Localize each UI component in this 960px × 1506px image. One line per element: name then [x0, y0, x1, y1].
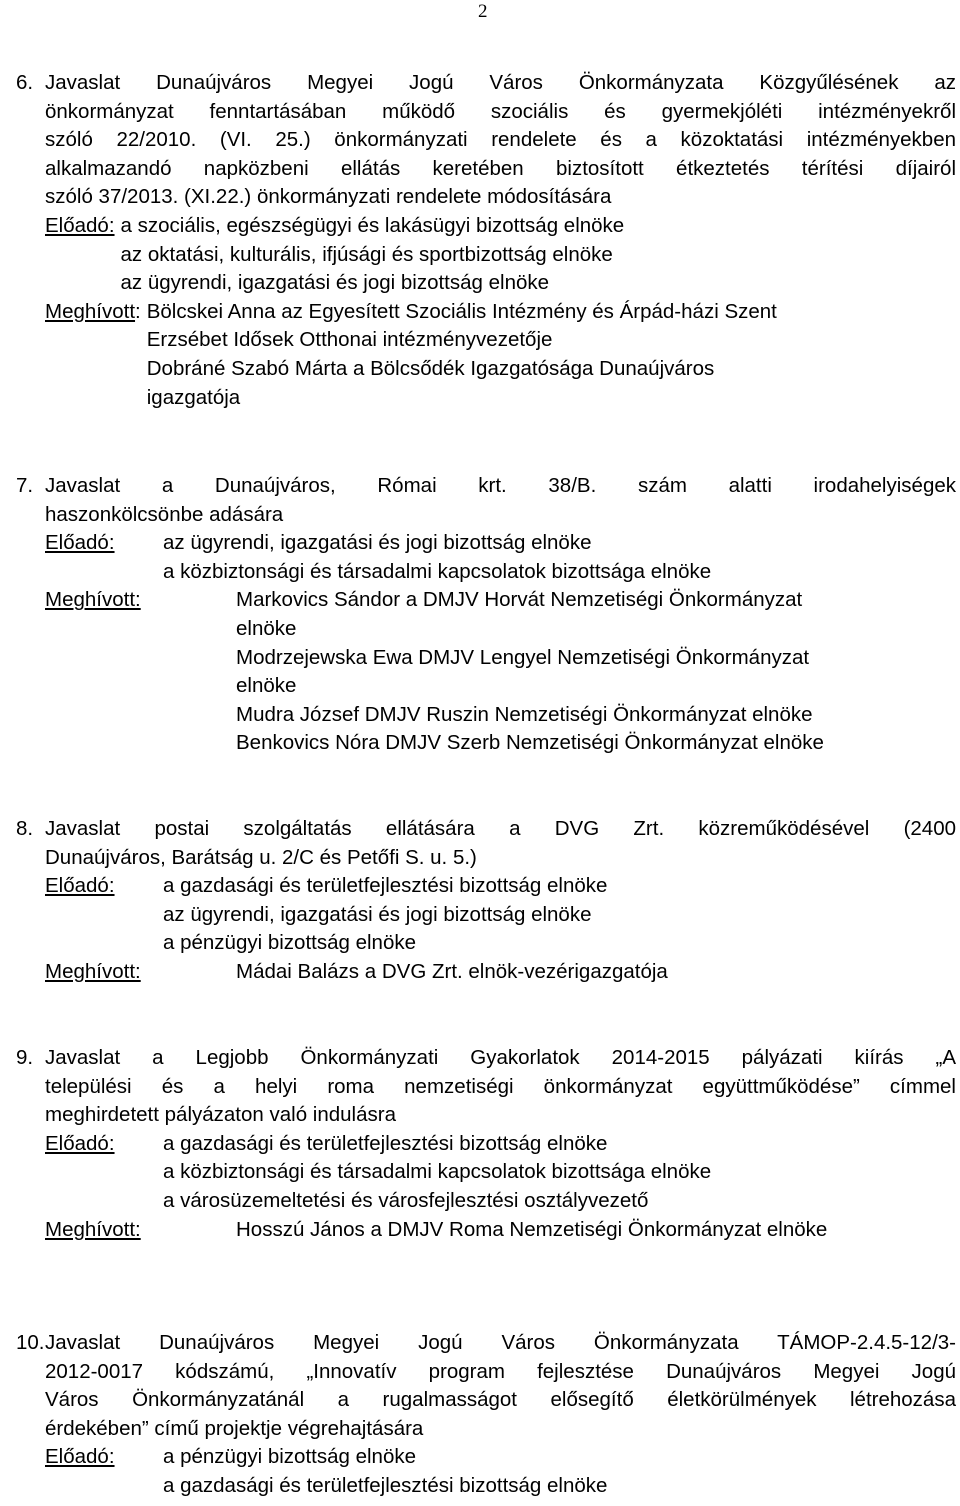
- presenter-label: Előadó:: [45, 874, 115, 898]
- title-line: Város Önkormányzatánál a rugalmasságot elősegítő életkörülmények létrehozása: [45, 1388, 956, 1412]
- agenda-item-text: [45, 472, 956, 501]
- title-line: szóló 22/2010. (VI. 25.) önkormányzati rendelete és a közoktatási intézményekben: [45, 128, 956, 152]
- title-line: alkalmazandó napközbeni ellátás keretében biztosított étkeztetés térítési díjairól: [45, 156, 956, 180]
- agenda-item-number: 7.: [16, 474, 34, 497]
- invited: Erzsébet Idősek Otthonai intézményvezetője: [146, 328, 553, 352]
- presenter-row: [16, 872, 956, 958]
- invited-list: [236, 958, 956, 987]
- presenter: az oktatási, kulturális, ifjúsági és sportbizottság elnöke: [120, 242, 613, 266]
- invited: elnöke: [236, 674, 297, 698]
- agenda-item-7: [16, 472, 956, 758]
- presenter: az ügyrendi, igazgatási és jogi bizottság elnöke: [120, 271, 550, 295]
- invited: igazgatója: [146, 385, 241, 409]
- agenda-item-number: 9.: [16, 1046, 34, 1069]
- presenter: a gazdasági és területfejlesztési bizottság elnöke: [163, 874, 608, 898]
- invited: Bölcskei Anna az Egyesített Szociális Intézmény és Árpád-házi Szent: [146, 299, 777, 323]
- title-line: haszonkölcsönbe adására: [45, 502, 284, 526]
- invited: Dobráné Szabó Márta a Bölcsődék Igazgatósága Dunaújváros: [146, 356, 715, 380]
- presenter: az ügyrendi, igazgatási és jogi bizottság elnöke: [163, 902, 592, 926]
- title-line: önkormányzat fenntartásában működő szociális és gyermekjóléti intézményekről: [45, 99, 956, 123]
- title-line: 2012-0017 kódszámú, „Innovatív program fejlesztése Dunaújváros Megyei Jogú: [45, 1359, 956, 1383]
- invited-row: [16, 1216, 956, 1245]
- agenda-item-title: [16, 472, 956, 501]
- invited-row: [16, 298, 956, 412]
- presenter: az ügyrendi, igazgatási és jogi bizottság elnöke: [163, 531, 592, 555]
- invited-list: [141, 298, 956, 412]
- agenda-item-text: [45, 1329, 956, 1358]
- presenter-label: Előadó:: [45, 1445, 115, 1469]
- title-line: érdekében” című projektje végrehajtására: [45, 1416, 424, 1440]
- title-line: Javaslat postai szolgáltatás ellátására a DVG Zrt. közreműködésével (2400: [45, 817, 956, 840]
- invited-label: Meghívott:: [45, 1217, 141, 1241]
- invited: Mádai Balázs a DVG Zrt. elnök-vezérigazgatója: [236, 959, 668, 983]
- invited: elnöke: [236, 616, 297, 640]
- presenter-list: [163, 1130, 956, 1216]
- agenda-item-text: [45, 815, 956, 844]
- agenda-item-number: 10.: [16, 1331, 45, 1354]
- agenda-item-text: [45, 1044, 956, 1073]
- agenda-item-title: [16, 815, 956, 844]
- agenda-item-number: 6.: [16, 71, 34, 94]
- presenter: a pénzügyi bizottság elnöke: [163, 1445, 417, 1469]
- invited: Modrzejewska Ewa DMJV Lengyel Nemzetiségi Önkormányzat: [236, 645, 810, 669]
- title-line: Javaslat a Legjobb Önkormányzati Gyakorlatok 2014-2015 pályázati kiírás „A: [45, 1046, 956, 1069]
- invited-label: Meghívott:: [45, 588, 141, 612]
- agenda-item-8: [16, 815, 956, 987]
- presenter: a közbiztonsági és társadalmi kapcsolatok bizottsága elnöke: [163, 1160, 712, 1184]
- agenda-item-9: [16, 1044, 956, 1244]
- presenter-list: [163, 872, 956, 958]
- presenter-label: Előadó:: [45, 213, 115, 237]
- agenda-item-6: [16, 69, 956, 412]
- presenter: a gazdasági és területfejlesztési bizottság elnöke: [163, 1473, 608, 1497]
- presenter-row: [16, 1130, 956, 1216]
- invited: Hosszú János a DMJV Roma Nemzetiségi Önkormányzat elnöke: [236, 1217, 828, 1241]
- invited-row: [16, 958, 956, 987]
- invited-list: [236, 1216, 956, 1245]
- invited-label: Meghívott:: [45, 959, 141, 983]
- title-line: települési és a helyi roma nemzetiségi önkormányzat együttműködése” címmel: [45, 1074, 956, 1098]
- title-line: Javaslat a Dunaújváros, Római krt. 38/B. szám alatti irodahelyiségek: [45, 474, 956, 497]
- invited-label-text: Meghívott: [45, 299, 136, 323]
- title-line: Dunaújváros, Barátság u. 2/C és Petőfi S. u. 5.): [45, 845, 477, 869]
- agenda-item-number: 8.: [16, 817, 34, 840]
- agenda-item-title: [16, 69, 956, 212]
- invited: Mudra József DMJV Ruszin Nemzetiségi Önkormányzat elnöke: [236, 702, 813, 726]
- agenda-item-title: [16, 1044, 956, 1073]
- presenter: a pénzügyi bizottság elnöke: [163, 931, 417, 955]
- presenter-label: Előadó:: [45, 1131, 115, 1155]
- presenter-list: [115, 212, 956, 298]
- presenter-row: [16, 1443, 956, 1500]
- presenter-list: [163, 529, 956, 586]
- invited-list: [236, 586, 956, 758]
- title-line: Javaslat Dunaújváros Megyei Jogú Város Önkormányzata Közgyűlésének az: [45, 71, 956, 94]
- agenda-item-text: [45, 69, 956, 212]
- agenda-item-title: [16, 1329, 956, 1358]
- invited-row: [16, 586, 956, 758]
- presenter: a közbiztonsági és társadalmi kapcsolatok bizottsága elnöke: [163, 559, 712, 583]
- agenda-item-10: [16, 1329, 956, 1501]
- invited-label: Meghívott:: [45, 299, 141, 323]
- title-line: Javaslat Dunaújváros Megyei Jogú Város Önkormányzata TÁMOP-2.4.5-12/3-: [45, 1331, 956, 1354]
- title-line: meghirdetett pályázaton való indulásra: [45, 1103, 396, 1127]
- presenter: a szociális, egészségügyi és lakásügyi bizottság elnöke: [120, 213, 625, 237]
- presenter-label: Előadó:: [45, 531, 115, 555]
- page-number: 2: [478, 1, 488, 22]
- presenter: a gazdasági és területfejlesztési bizottság elnöke: [163, 1131, 608, 1155]
- invited: Markovics Sándor a DMJV Horvát Nemzetiségi Önkormányzat: [236, 588, 803, 612]
- presenter-list: [163, 1443, 956, 1500]
- presenter: a városüzemeltetési és városfejlesztési osztályvezető: [163, 1188, 649, 1212]
- title-line: szóló 37/2013. (XI.22.) önkormányzati rendelete módosítására: [45, 185, 612, 209]
- presenter-row: [16, 529, 956, 586]
- invited: Benkovics Nóra DMJV Szerb Nemzetiségi Önkormányzat elnöke: [236, 731, 824, 755]
- presenter-row: [16, 212, 956, 298]
